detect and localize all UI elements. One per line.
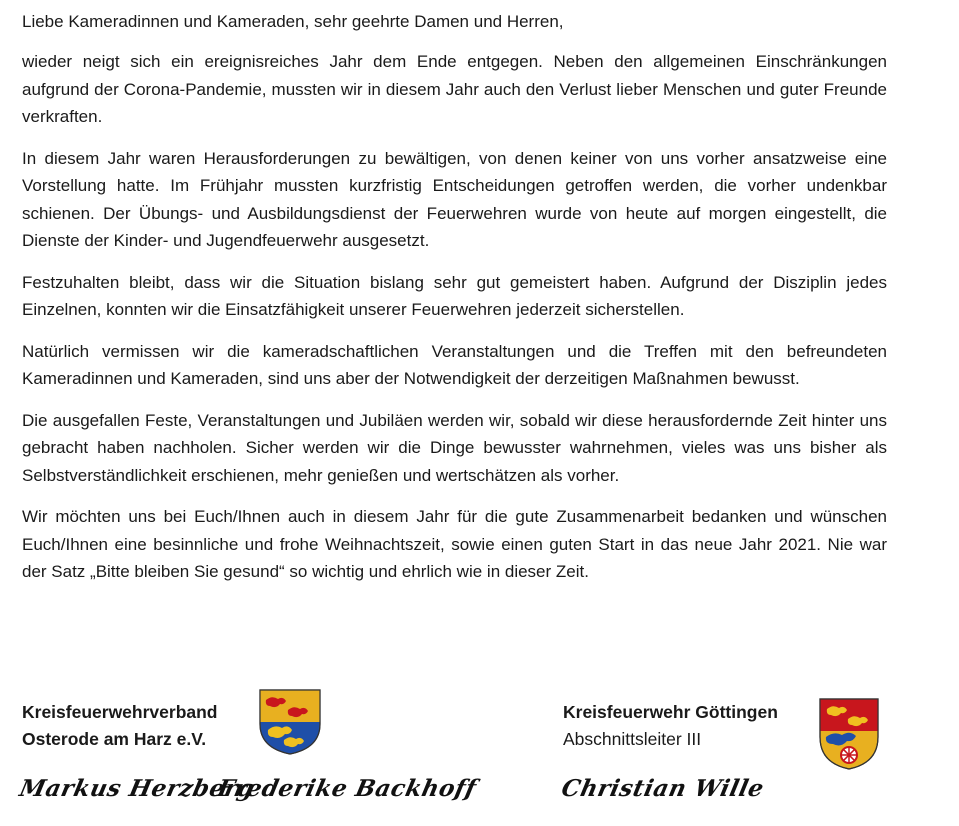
lion-wheel-crest-icon: [818, 697, 880, 771]
letter-body: [22, 8, 887, 600]
org-right-role: Abschnittsleiter III: [563, 729, 702, 749]
lion-crest-icon: [258, 688, 322, 756]
org-left: [22, 699, 218, 753]
org-left-name: Kreisfeuerwehrverband: [22, 702, 218, 722]
paragraph-1: wieder neigt sich ein ereignisreiches Jahr dem Ende entgegen. Neben den allgemeinen Einschränkungen aufgrund der Corona-Pandemie, mussten wir in diesem Jahr auch den Verlust lieber Menschen und guter Freunde verkraften.: [22, 52, 887, 126]
signature-christian-wille: Christian Wille: [559, 775, 767, 802]
paragraph-2: In diesem Jahr waren Herausforderungen zu bewältigen, von denen keiner von uns vorher ansatzweise eine Vorstellung hatte. Im Frühjahr mussten kurzfristig Entscheidungen getroffen werden, die vorher undenkbar schienen. Der Übungs- und Ausbildungsdienst der Feuerwehren wurde von heute auf morgen eingestellt, die Dienste der Kinder- und Jugendfeuerwehr ausgesetzt.: [22, 148, 887, 250]
greeting: Liebe Kameradinnen und Kameraden, sehr geehrte Damen und Herren,: [22, 12, 564, 31]
org-left-location: Osterode am Harz e.V.: [22, 729, 207, 749]
paragraph-4: Natürlich vermissen wir die kameradschaftlichen Veranstaltungen und die Treffen mit den befreundeten Kameradinnen und Kameraden, sind uns aber der Notwendigkeit der derzeitigen Maßnahmen bewusst.: [22, 341, 887, 388]
paragraph-3: Festzuhalten bleibt, dass wir die Situation bislang sehr gut gemeistert haben. Aufgrund der Disziplin jedes Einzelnen, konnten wir die Einsatzfähigkeit unserer Feuerwehren jederzeit sicherstellen.: [22, 272, 887, 319]
org-right: [563, 699, 778, 753]
paragraph-5: Die ausgefallen Feste, Veranstaltungen und Jubiläen werden wir, sobald wir diese herausfordernde Zeit hinter uns gebracht haben nachholen. Sicher werden wir die Dinge bewusster wahrnehmen, vieles was uns bisher als Selbstverständlichkeit erschienen, mehr genießen und wertschätzen als vorher.: [22, 410, 887, 485]
org-right-name: Kreisfeuerwehr Göttingen: [563, 702, 778, 722]
paragraph-6: Wir möchten uns bei Euch/Ihnen auch in diesem Jahr für die gute Zusammenarbeit bedanken und wünschen Euch/Ihnen eine besinnliche und frohe Weihnachtszeit, sowie einen guten Start in das neue Jahr 2021. Nie war der Satz „Bitte bleiben Sie gesund“ so wichtig und ehrlich wie in dieser Zeit.: [22, 507, 887, 581]
signature-markus-herzberg: Markus Herzberg: [17, 775, 257, 802]
signature-frederike-backhoff: Frederike Backhoff: [215, 775, 479, 802]
